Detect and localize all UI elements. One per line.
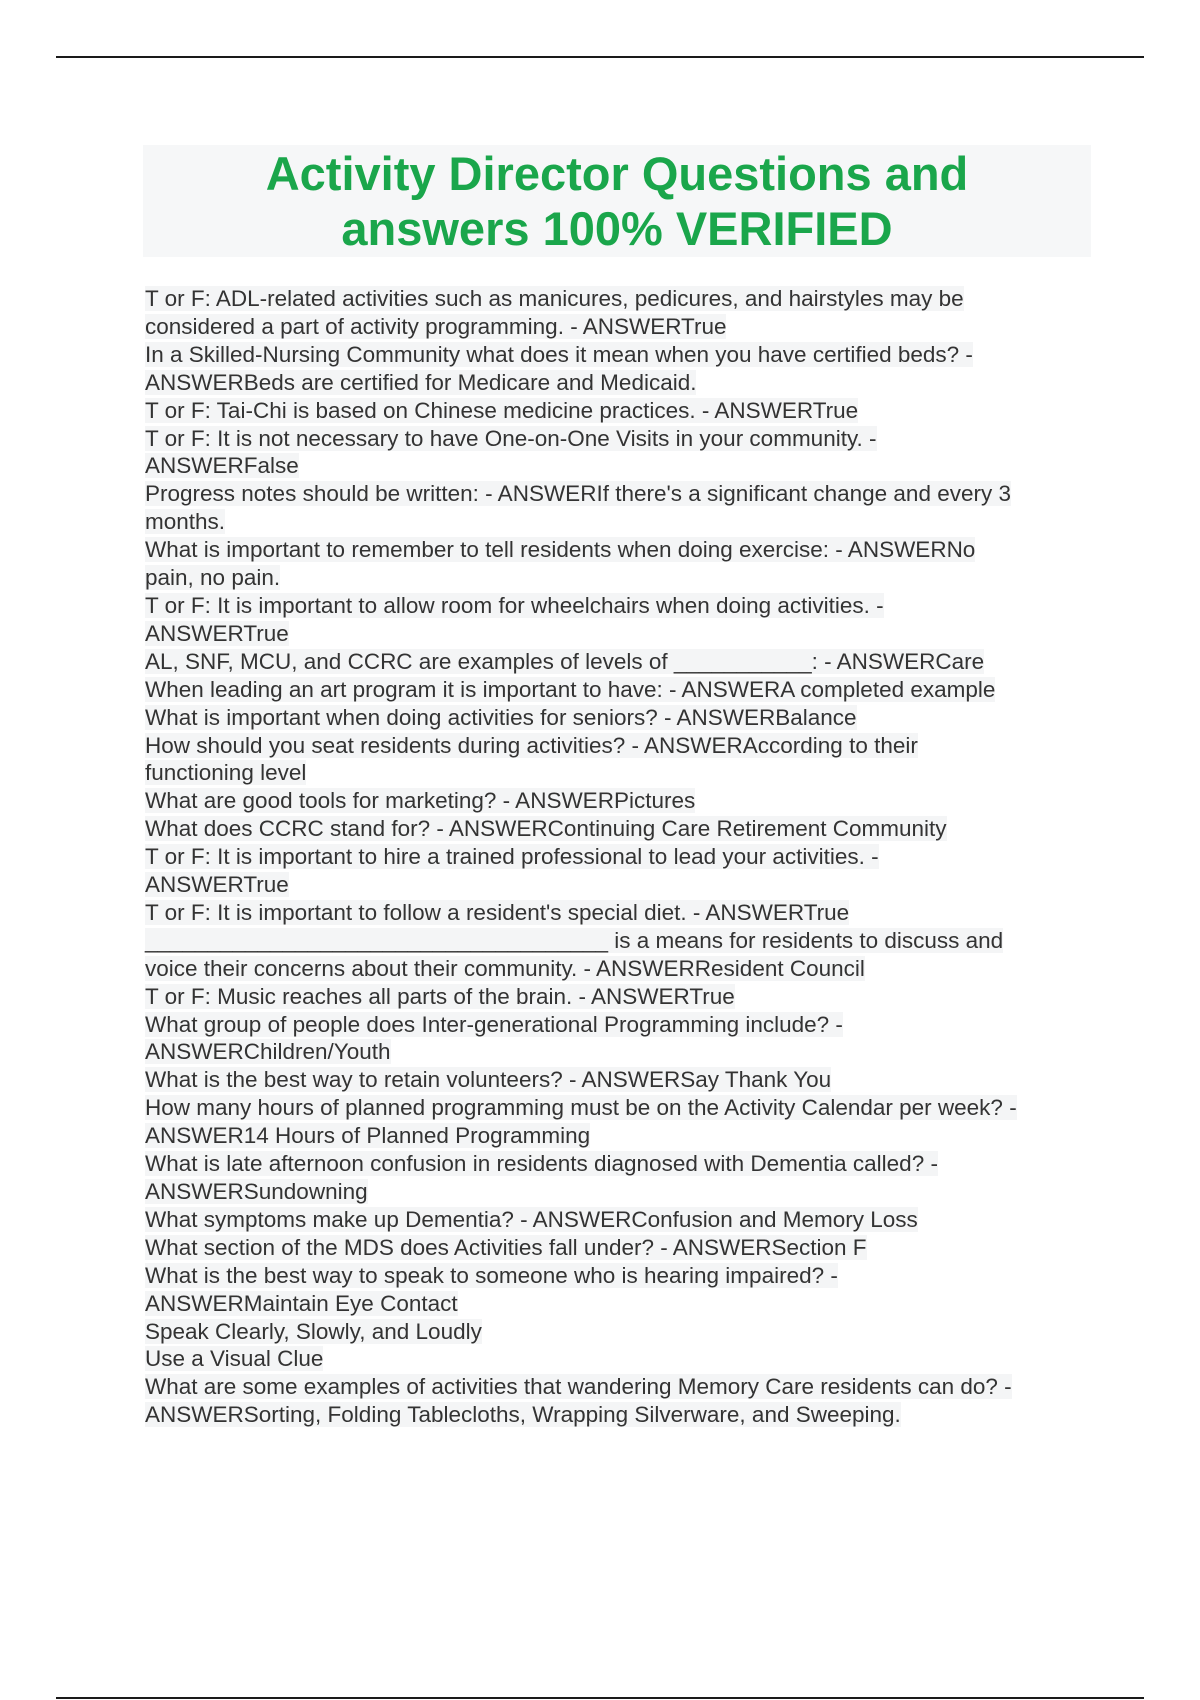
qa-text: T or F: It is not necessary to have One-on-One Visits in your community. -	[145, 425, 877, 451]
qa-line	[145, 480, 1095, 508]
qa-text: ANSWERBeds are certified for Medicare and Medicaid.	[145, 369, 697, 395]
qa-line	[145, 1038, 1095, 1066]
qa-text: voice their concerns about their community. - ANSWERResident Council	[145, 955, 865, 981]
qa-text: T or F: ADL-related activities such as manicures, pedicures, and hairstyles may be	[145, 286, 964, 311]
qa-line	[145, 1066, 1095, 1094]
qa-text: T or F: Tai-Chi is based on Chinese medicine practices. - ANSWERTrue	[145, 397, 859, 423]
qa-text: What is the best way to retain volunteers? - ANSWERSay Thank You	[145, 1067, 832, 1093]
qa-line	[145, 955, 1095, 983]
qa-text: T or F: It is important to follow a resident's special diet. - ANSWERTrue	[145, 899, 850, 925]
qa-line	[145, 452, 1095, 480]
qa-line	[145, 899, 1095, 927]
qa-text: What is late afternoon confusion in residents diagnosed with Dementia called? -	[145, 1151, 938, 1177]
qa-text: _____________________________________ is a means for residents to discuss and	[145, 927, 1004, 953]
bottom-divider	[56, 1697, 1144, 1699]
qa-text: Progress notes should be written: - ANSWERIf there's a significant change and every 3	[145, 481, 1011, 507]
qa-line	[145, 759, 1095, 787]
qa-text: considered a part of activity programming. - ANSWERTrue	[145, 313, 727, 339]
qa-line	[145, 732, 1095, 760]
qa-line	[145, 564, 1095, 592]
qa-line	[145, 1234, 1095, 1262]
qa-line	[145, 425, 1095, 453]
qa-text: T or F: It is important to allow room for wheelchairs when doing activities. -	[145, 592, 884, 618]
qa-line	[145, 1094, 1095, 1122]
qa-text: ANSWERChildren/Youth	[145, 1039, 391, 1065]
qa-line	[145, 1122, 1095, 1150]
qa-line	[145, 815, 1095, 843]
qa-text: What symptoms make up Dementia? - ANSWERConfusion and Memory Loss	[145, 1206, 918, 1232]
title-line-1: Activity Director Questions and	[265, 147, 969, 200]
qa-line	[145, 927, 1095, 955]
qa-text: functioning level	[145, 760, 307, 786]
qa-line	[145, 843, 1095, 871]
qa-line	[145, 592, 1095, 620]
qa-line	[145, 1150, 1095, 1178]
qa-text: ANSWERTrue	[145, 872, 289, 898]
qa-text: ANSWERSorting, Folding Tablecloths, Wrapping Silverware, and Sweeping.	[145, 1402, 901, 1428]
qa-text: What are some examples of activities that wandering Memory Care residents can do? -	[145, 1374, 1012, 1400]
title-line-2: answers 100% VERIFIED	[341, 202, 893, 255]
qa-text: What is the best way to speak to someone who is hearing impaired? -	[145, 1262, 838, 1288]
qa-list	[145, 285, 1095, 1429]
qa-text: Use a Visual Clue	[145, 1346, 324, 1372]
qa-text: When leading an art program it is important to have: - ANSWERA completed example	[145, 676, 996, 702]
qa-text: pain, no pain.	[145, 565, 281, 591]
qa-text: ANSWERMaintain Eye Contact	[145, 1290, 458, 1316]
qa-line	[145, 341, 1095, 369]
qa-text: How should you seat residents during activities? - ANSWERAccording to their	[145, 732, 918, 758]
qa-line	[145, 704, 1095, 732]
qa-text: How many hours of planned programming must be on the Activity Calendar per week? -	[145, 1095, 1017, 1121]
qa-text: T or F: It is important to hire a trained professional to lead your activities. -	[145, 844, 879, 870]
qa-text: ANSWER14 Hours of Planned Programming	[145, 1123, 591, 1149]
qa-text: ANSWERSundowning	[145, 1179, 368, 1204]
qa-line	[145, 1206, 1095, 1234]
qa-line	[145, 871, 1095, 899]
qa-text: What is important to remember to tell residents when doing exercise: - ANSWERNo	[145, 537, 976, 563]
qa-line	[145, 648, 1095, 676]
qa-line	[145, 397, 1095, 425]
qa-text: What does CCRC stand for? - ANSWERContinuing Care Retirement Community	[145, 816, 947, 842]
qa-line	[145, 369, 1095, 397]
document-title	[266, 146, 969, 256]
qa-line	[145, 1011, 1095, 1039]
qa-line	[145, 1401, 1095, 1429]
qa-line	[145, 1178, 1095, 1206]
qa-text: months.	[145, 509, 226, 535]
qa-line	[145, 983, 1095, 1011]
qa-line	[145, 313, 1095, 341]
qa-text: T or F: Music reaches all parts of the brain. - ANSWERTrue	[145, 983, 735, 1009]
qa-text: Speak Clearly, Slowly, and Loudly	[145, 1318, 482, 1344]
qa-text: ANSWERFalse	[145, 453, 299, 479]
qa-line	[145, 1290, 1095, 1318]
qa-text: What are good tools for marketing? - ANSWERPictures	[145, 788, 696, 814]
qa-text: What group of people does Inter-generational Programming include? -	[145, 1011, 843, 1037]
qa-line	[145, 1345, 1095, 1373]
qa-line	[145, 508, 1095, 536]
qa-line	[145, 787, 1095, 815]
qa-line	[145, 676, 1095, 704]
qa-line	[145, 536, 1095, 564]
qa-line	[145, 285, 1095, 313]
qa-text: AL, SNF, MCU, and CCRC are examples of levels of ___________: - ANSWERCare	[145, 648, 985, 674]
qa-text: ANSWERTrue	[145, 620, 289, 646]
qa-line	[145, 1373, 1095, 1401]
qa-line	[145, 620, 1095, 648]
qa-text: What is important when doing activities for seniors? - ANSWERBalance	[145, 704, 857, 730]
qa-line	[145, 1318, 1095, 1346]
qa-text: In a Skilled-Nursing Community what does it mean when you have certified beds? -	[145, 341, 973, 367]
top-divider	[56, 56, 1144, 58]
title-banner	[143, 145, 1091, 257]
qa-text: What section of the MDS does Activities fall under? - ANSWERSection F	[145, 1234, 867, 1260]
qa-line	[145, 1262, 1095, 1290]
